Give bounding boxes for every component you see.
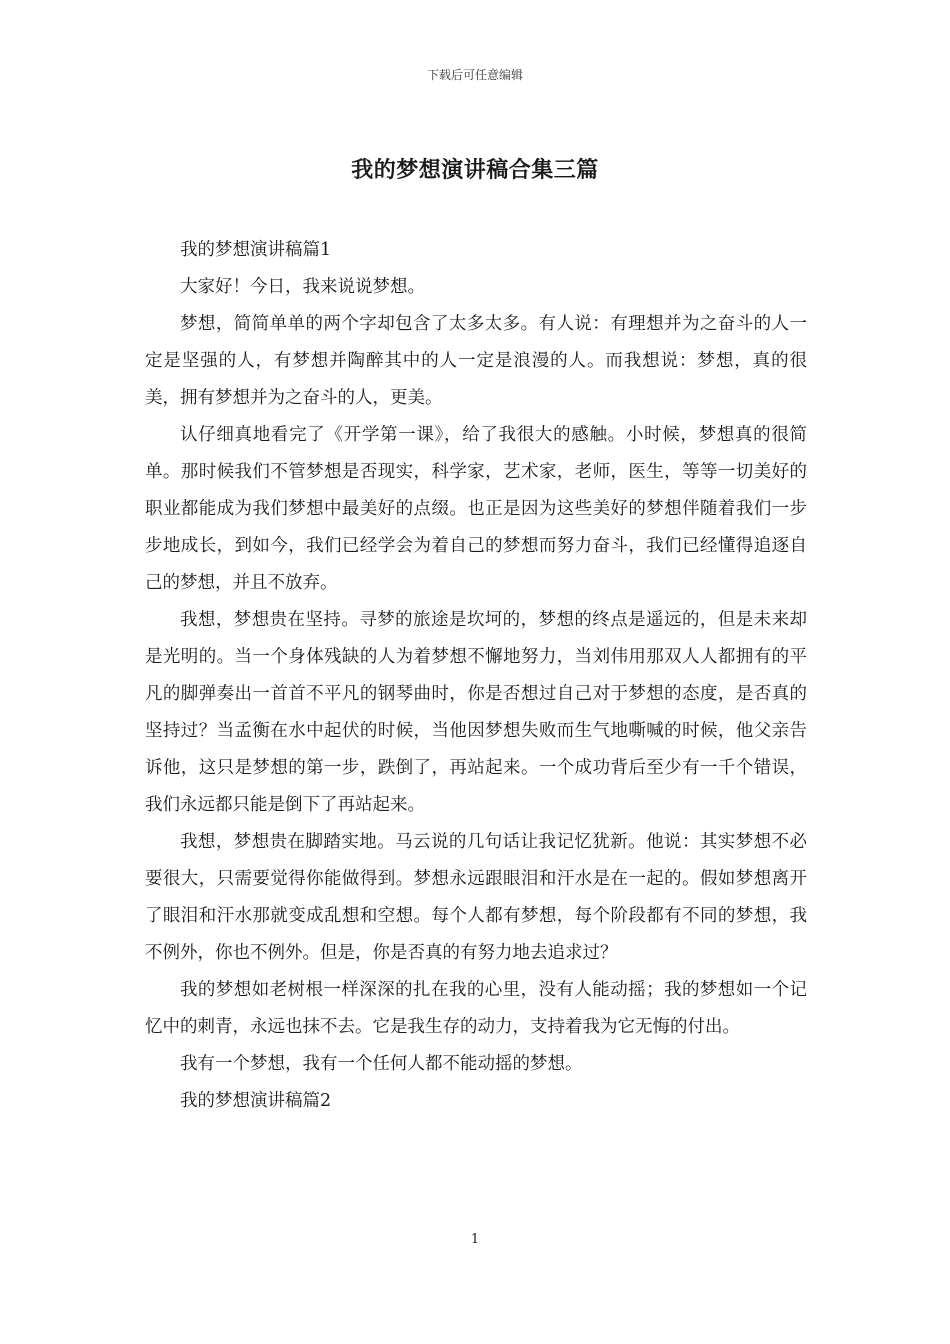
paragraph: 我有一个梦想，我有一个任何人都不能动摇的梦想。 xyxy=(180,1054,583,1074)
paragraph: 我想，梦想贵在坚持。寻梦的旅途是坎坷的，梦想的终点是遥远的，但是未来却是光明的。当一个身体残缺的人为着梦想不懈地努力，当刘伟用那双人人都拥有的平凡的脚弹奏出一首首不平凡的钢琴曲时，你是否想过自己对于梦想的态度，是否真的坚持过？当孟衡在水中起伏的时候，当他因梦想失败而生气地嘶喊的时候，他父亲告诉他，这只是梦想的第一步，跌倒了，再站起来。一个成功背后至少有一千个错误，我们永远都只能是倒下了再站起来。 xyxy=(145,610,807,815)
document-title: 我的梦想演讲稿合集三篇 xyxy=(351,157,599,183)
section-heading-1: 我的梦想演讲稿篇1 xyxy=(180,240,332,260)
paragraph: 梦想，简简单单的两个字却包含了太多太多。有人说：有理想并为之奋斗的人一定是坚强的人，有梦想并陶醉其中的人一定是浪漫的人。而我想说：梦想，真的很美，拥有梦想并为之奋斗的人，更美。 xyxy=(145,314,807,408)
page-number: 1 xyxy=(470,1232,480,1247)
paragraph: 大家好！今日，我来说说梦想。 xyxy=(180,277,425,297)
paragraph: 认仔细真地看完了《开学第一课》，给了我很大的感触。小时候，梦想真的很简单。那时候我们不管梦想是否现实，科学家，艺术家，老师，医生，等等一切美好的职业都能成为我们梦想中最美好的点缀。也正是因为这些美好的梦想伴随着我们一步步地成长，到如今，我们已经学会为着自己的梦想而努力奋斗，我们已经懂得追逐自己的梦想，并且不放弃。 xyxy=(145,425,807,593)
section-heading-2: 我的梦想演讲稿篇2 xyxy=(180,1091,332,1111)
paragraph: 我的梦想如老树根一样深深的扎在我的心里，没有人能动摇；我的梦想如一个记忆中的刺青，永远也抹不去。它是我生存的动力，支持着我为它无悔的付出。 xyxy=(145,980,807,1037)
header-note: 下载后可任意编辑 xyxy=(426,68,523,82)
paragraph: 我想，梦想贵在脚踏实地。马云说的几句话让我记忆犹新。他说：其实梦想不必要很大，只需要觉得你能做得到。梦想永远跟眼泪和汗水是在一起的。假如梦想离开了眼泪和汗水那就变成乱想和空想。每个人都有梦想，每个阶段都有不同的梦想，我不例外，你也不例外。但是，你是否真的有努力地去追求过？ xyxy=(145,832,807,963)
document-body xyxy=(145,232,807,1120)
